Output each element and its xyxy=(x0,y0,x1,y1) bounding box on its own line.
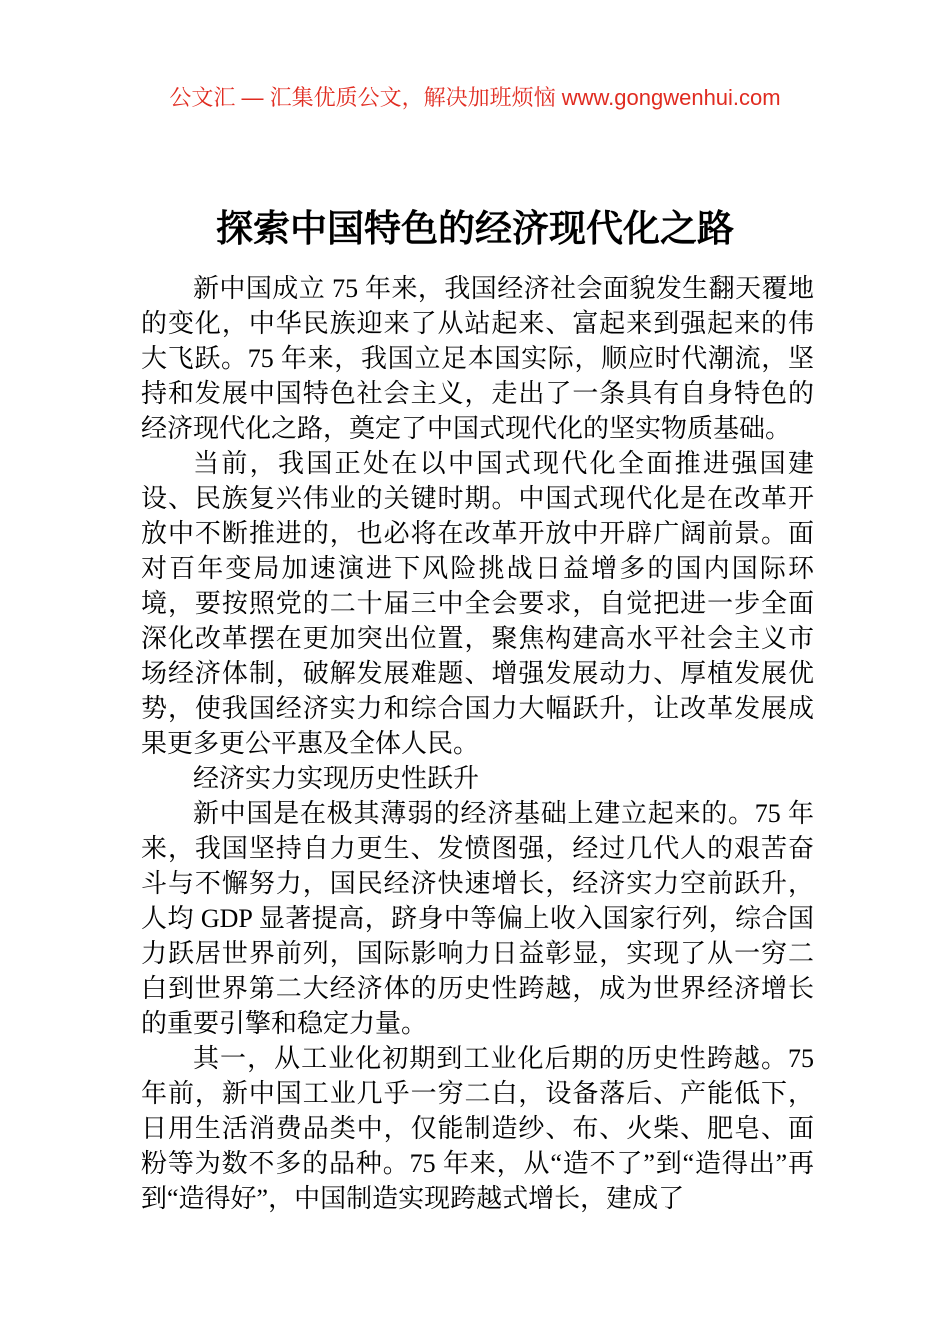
watermark-text: 公文汇 — 汇集优质公文，解决加班烦恼 www.gongwenhui.com xyxy=(169,85,781,110)
paragraph-industrialization: 其一，从工业化初期到工业化后期的历史性跨越。75 年前，新中国工业几乎一穷二白，设备落后、产能低下，日用生活消费品类中，仅能制造纱、布、火柴、肥皂、面粉等为数不多的品种。75 年来，从“造不了”到“造得出”再到“造得好”，中国制造实现跨越式增长，建成了 xyxy=(141,1044,814,1213)
section-heading-economic-strength: 经济实力实现历史性跃升 xyxy=(193,764,480,793)
paragraph-current-situation: 当前，我国正处在以中国式现代化全面推进强国建设、民族复兴伟业的关键时期。中国式现代化是在改革开放中不断推进的，也必将在改革开放中开辟广阔前景。面对百年变局加速演进下风险挑战日益增多的国内国际环境，要按照党的二十届三中全会要求，自觉把进一步全面深化改革摆在更加突出位置，聚焦构建高水平社会主义市场经济体制，破解发展难题、增强发展动力、厚植发展优势，使我国经济实力和综合国力大幅跃升，让改革发展成果更多更公平惠及全体人民。 xyxy=(141,449,814,758)
document-title: 探索中国特色的经济现代化之路 xyxy=(216,207,734,249)
document-body xyxy=(141,271,814,1216)
paragraph-intro: 新中国成立 75 年来，我国经济社会面貌发生翻天覆地的变化，中华民族迎来了从站起来、富起来到强起来的伟大飞跃。75 年来，我国立足本国实际，顺应时代潮流，坚持和发展中国特色社会主义，走出了一条具有自身特色的经济现代化之路，奠定了中国式现代化的坚实物质基础。 xyxy=(141,274,814,443)
paragraph-economic-foundation: 新中国是在极其薄弱的经济基础上建立起来的。75 年来，我国坚持自力更生、发愤图强，经过几代人的艰苦奋斗与不懈努力，国民经济快速增长，经济实力空前跃升，人均 GDP 显著提高，跻身中等偏上收入国家行列，综合国力跃居世界前列，国际影响力日益彰显，实现了从一穷二白到世界第二大经济体的历史性跨越，成为世界经济增长的重要引擎和稳定力量。 xyxy=(141,799,814,1038)
